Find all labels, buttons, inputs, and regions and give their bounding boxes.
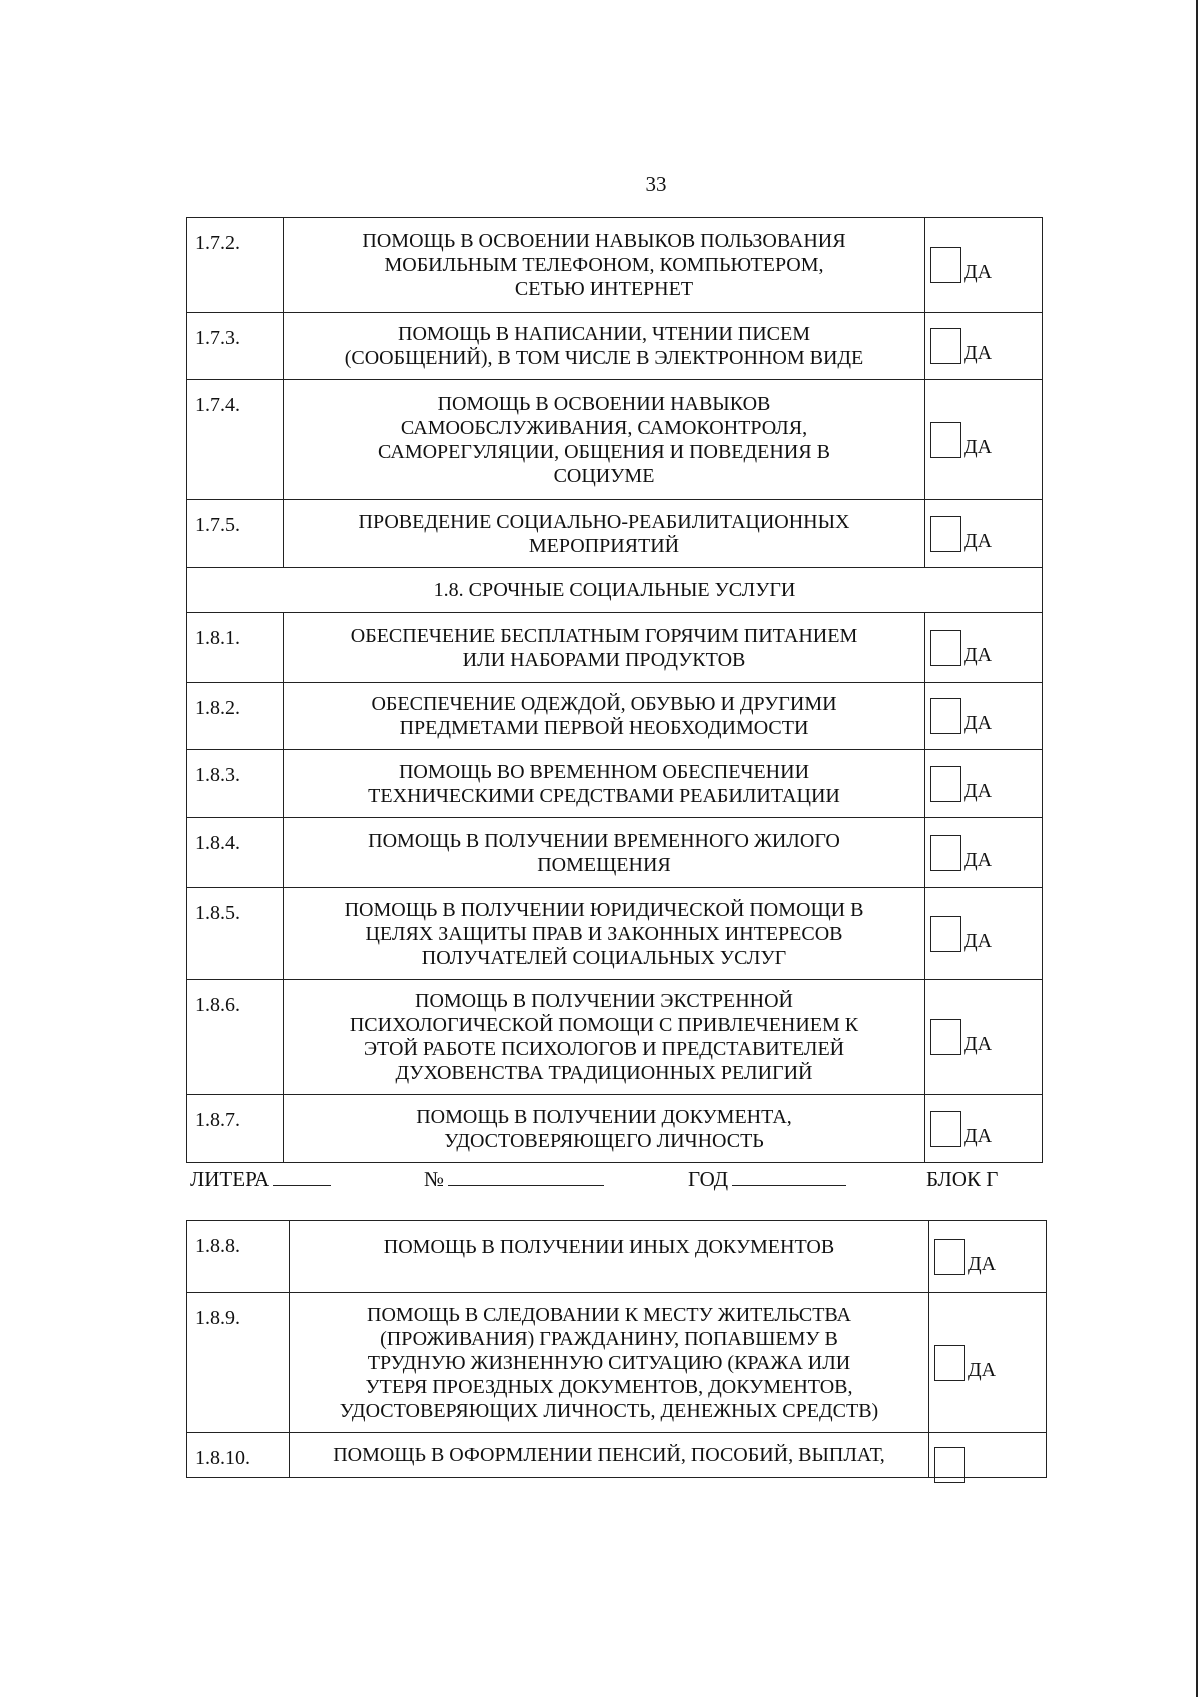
row-code: 1.7.4. xyxy=(187,380,284,500)
table-row xyxy=(187,613,1043,683)
checkbox-label: ДА xyxy=(968,1252,997,1275)
checkbox[interactable] xyxy=(934,1447,965,1483)
litera-blank[interactable] xyxy=(273,1167,331,1186)
page-number: 33 xyxy=(645,172,667,196)
row-code: 1.8.10. xyxy=(187,1433,290,1478)
number-field xyxy=(424,1167,604,1192)
row-code: 1.8.6. xyxy=(187,980,284,1095)
services-table-1 xyxy=(186,217,1043,1163)
page-edge xyxy=(1196,0,1198,1697)
litera-field xyxy=(190,1167,331,1192)
checkbox-label: ДА xyxy=(964,712,993,734)
checkbox-label: ДА xyxy=(964,529,993,552)
row-code: 1.8.7. xyxy=(187,1095,284,1163)
table-row xyxy=(187,888,1043,980)
row-text: ПОМОЩЬ В ПОЛУЧЕНИИ ЭКСТРЕННОЙ ПСИХОЛОГИЧЕСКОЙ ПОМОЩИ С ПРИВЛЕЧЕНИЕМ К ЭТОЙ РАБОТЕ ПСИХОЛОГОВ И ПРЕДСТАВИТЕЛЕЙ ДУХОВЕНСТВА ТРАДИЦИОННЫХ РЕЛИГИЙ xyxy=(284,980,925,1095)
checkbox[interactable] xyxy=(930,916,961,952)
row-text: ПРОВЕДЕНИЕ СОЦИАЛЬНО-РЕАБИЛИТАЦИОННЫХ МЕРОПРИЯТИЙ xyxy=(284,500,925,568)
checkbox-label: ДА xyxy=(964,929,993,952)
table-row xyxy=(187,380,1043,500)
row-code: 1.7.2. xyxy=(187,218,284,313)
row-text: ПОМОЩЬ ВО ВРЕМЕННОМ ОБЕСПЕЧЕНИИ ТЕХНИЧЕСКИМИ СРЕДСТВАМИ РЕАБИЛИТАЦИИ xyxy=(284,750,925,818)
row-text: ПОМОЩЬ В ПОЛУЧЕНИИ ИНЫХ ДОКУМЕНТОВ xyxy=(290,1221,929,1293)
row-code: 1.8.1. xyxy=(187,613,284,683)
litera-label: ЛИТЕРА xyxy=(190,1167,270,1191)
year-label: ГОД xyxy=(688,1167,729,1191)
table-row xyxy=(187,1095,1043,1163)
checkbox[interactable] xyxy=(930,422,961,458)
row-text: ПОМОЩЬ В ПОЛУЧЕНИИ ДОКУМЕНТА, УДОСТОВЕРЯЮЩЕГО ЛИЧНОСТЬ xyxy=(284,1095,925,1163)
checkbox-label: ДА xyxy=(964,1033,993,1055)
row-code: 1.8.4. xyxy=(187,818,284,888)
row-text: ОБЕСПЕЧЕНИЕ БЕСПЛАТНЫМ ГОРЯЧИМ ПИТАНИЕМ ИЛИ НАБОРАМИ ПРОДУКТОВ xyxy=(284,613,925,683)
table-row xyxy=(187,683,1043,750)
row-text: ПОМОЩЬ В ОФОРМЛЕНИИ ПЕНСИЙ, ПОСОБИЙ, ВЫПЛАТ, xyxy=(290,1433,929,1478)
checkbox[interactable] xyxy=(934,1345,965,1381)
section-row xyxy=(187,568,1043,613)
checkbox[interactable] xyxy=(934,1239,965,1275)
checkbox-label: ДА xyxy=(964,643,993,666)
table-row xyxy=(187,980,1043,1095)
checkbox-label: ДА xyxy=(964,435,993,458)
table-row xyxy=(187,750,1043,818)
checkbox[interactable] xyxy=(930,835,961,871)
table-row xyxy=(187,818,1043,888)
checkbox[interactable] xyxy=(930,1111,961,1147)
table-row xyxy=(187,1221,1047,1293)
row-text: ПОМОЩЬ В ОСВОЕНИИ НАВЫКОВ ПОЛЬЗОВАНИЯ МОБИЛЬНЫМ ТЕЛЕФОНОМ, КОМПЬЮТЕРОМ, СЕТЬЮ ИНТЕРНЕТ xyxy=(284,218,925,313)
table-row xyxy=(187,313,1043,380)
row-code: 1.8.3. xyxy=(187,750,284,818)
checkbox-label: ДА xyxy=(968,1358,997,1381)
checkbox-label: ДА xyxy=(964,848,993,871)
row-text: ПОМОЩЬ В ПОЛУЧЕНИИ ВРЕМЕННОГО ЖИЛОГО ПОМЕЩЕНИЯ xyxy=(284,818,925,888)
checkbox-label: ДА xyxy=(964,261,993,283)
checkbox[interactable] xyxy=(930,1019,961,1055)
services-table-2 xyxy=(186,1220,1047,1478)
checkbox[interactable] xyxy=(930,766,961,802)
checkbox-label: ДА xyxy=(964,342,993,364)
checkbox[interactable] xyxy=(930,328,961,364)
checkbox-label: ДА xyxy=(964,1124,993,1147)
year-field xyxy=(688,1167,846,1192)
table-row xyxy=(187,1433,1047,1478)
table-row xyxy=(187,500,1043,568)
number-label: № xyxy=(424,1167,445,1191)
row-text: ПОМОЩЬ В ПОЛУЧЕНИИ ЮРИДИЧЕСКОЙ ПОМОЩИ В ЦЕЛЯХ ЗАЩИТЫ ПРАВ И ЗАКОННЫХ ИНТЕРЕСОВ ПОЛУЧАТЕЛЕЙ СОЦИАЛЬНЫХ УСЛУГ xyxy=(284,888,925,980)
row-text: ПОМОЩЬ В СЛЕДОВАНИИ К МЕСТУ ЖИТЕЛЬСТВА (ПРОЖИВАНИЯ) ГРАЖДАНИНУ, ПОПАВШЕМУ В ТРУДНУЮ ЖИЗНЕННУЮ СИТУАЦИЮ (КРАЖА ИЛИ УТЕРЯ ПРОЕЗДНЫХ ДОКУМЕНТОВ, ДОКУМЕНТОВ, УДОСТОВЕРЯЮЩИХ ЛИЧНОСТЬ, ДЕНЕЖНЫХ СРЕДСТВ) xyxy=(290,1293,929,1433)
row-code: 1.8.8. xyxy=(187,1221,290,1293)
checkbox[interactable] xyxy=(930,630,961,666)
row-code: 1.7.5. xyxy=(187,500,284,568)
checkbox[interactable] xyxy=(930,698,961,734)
row-text: ПОМОЩЬ В НАПИСАНИИ, ЧТЕНИИ ПИСЕМ (СООБЩЕНИЙ), В ТОМ ЧИСЛЕ В ЭЛЕКТРОННОМ ВИДЕ xyxy=(284,313,925,380)
checkbox-label: ДА xyxy=(964,779,993,802)
row-code: 1.8.5. xyxy=(187,888,284,980)
section-heading: 1.8. СРОЧНЫЕ СОЦИАЛЬНЫЕ УСЛУГИ xyxy=(187,568,1043,613)
row-code: 1.8.2. xyxy=(187,683,284,750)
block-label: БЛОК Г xyxy=(926,1167,999,1191)
checkbox[interactable] xyxy=(930,247,961,283)
row-code: 1.8.9. xyxy=(187,1293,290,1433)
row-code: 1.7.3. xyxy=(187,313,284,380)
checkbox[interactable] xyxy=(930,516,961,552)
row-text: ОБЕСПЕЧЕНИЕ ОДЕЖДОЙ, ОБУВЬЮ И ДРУГИМИ ПРЕДМЕТАМИ ПЕРВОЙ НЕОБХОДИМОСТИ xyxy=(284,683,925,750)
table-row xyxy=(187,218,1043,313)
year-blank[interactable] xyxy=(732,1167,846,1186)
row-text: ПОМОЩЬ В ОСВОЕНИИ НАВЫКОВ САМООБСЛУЖИВАНИЯ, САМОКОНТРОЛЯ, САМОРЕГУЛЯЦИИ, ОБЩЕНИЯ И ПОВЕДЕНИЯ В СОЦИУМЕ xyxy=(284,380,925,500)
number-blank[interactable] xyxy=(448,1167,604,1186)
table-row xyxy=(187,1293,1047,1433)
